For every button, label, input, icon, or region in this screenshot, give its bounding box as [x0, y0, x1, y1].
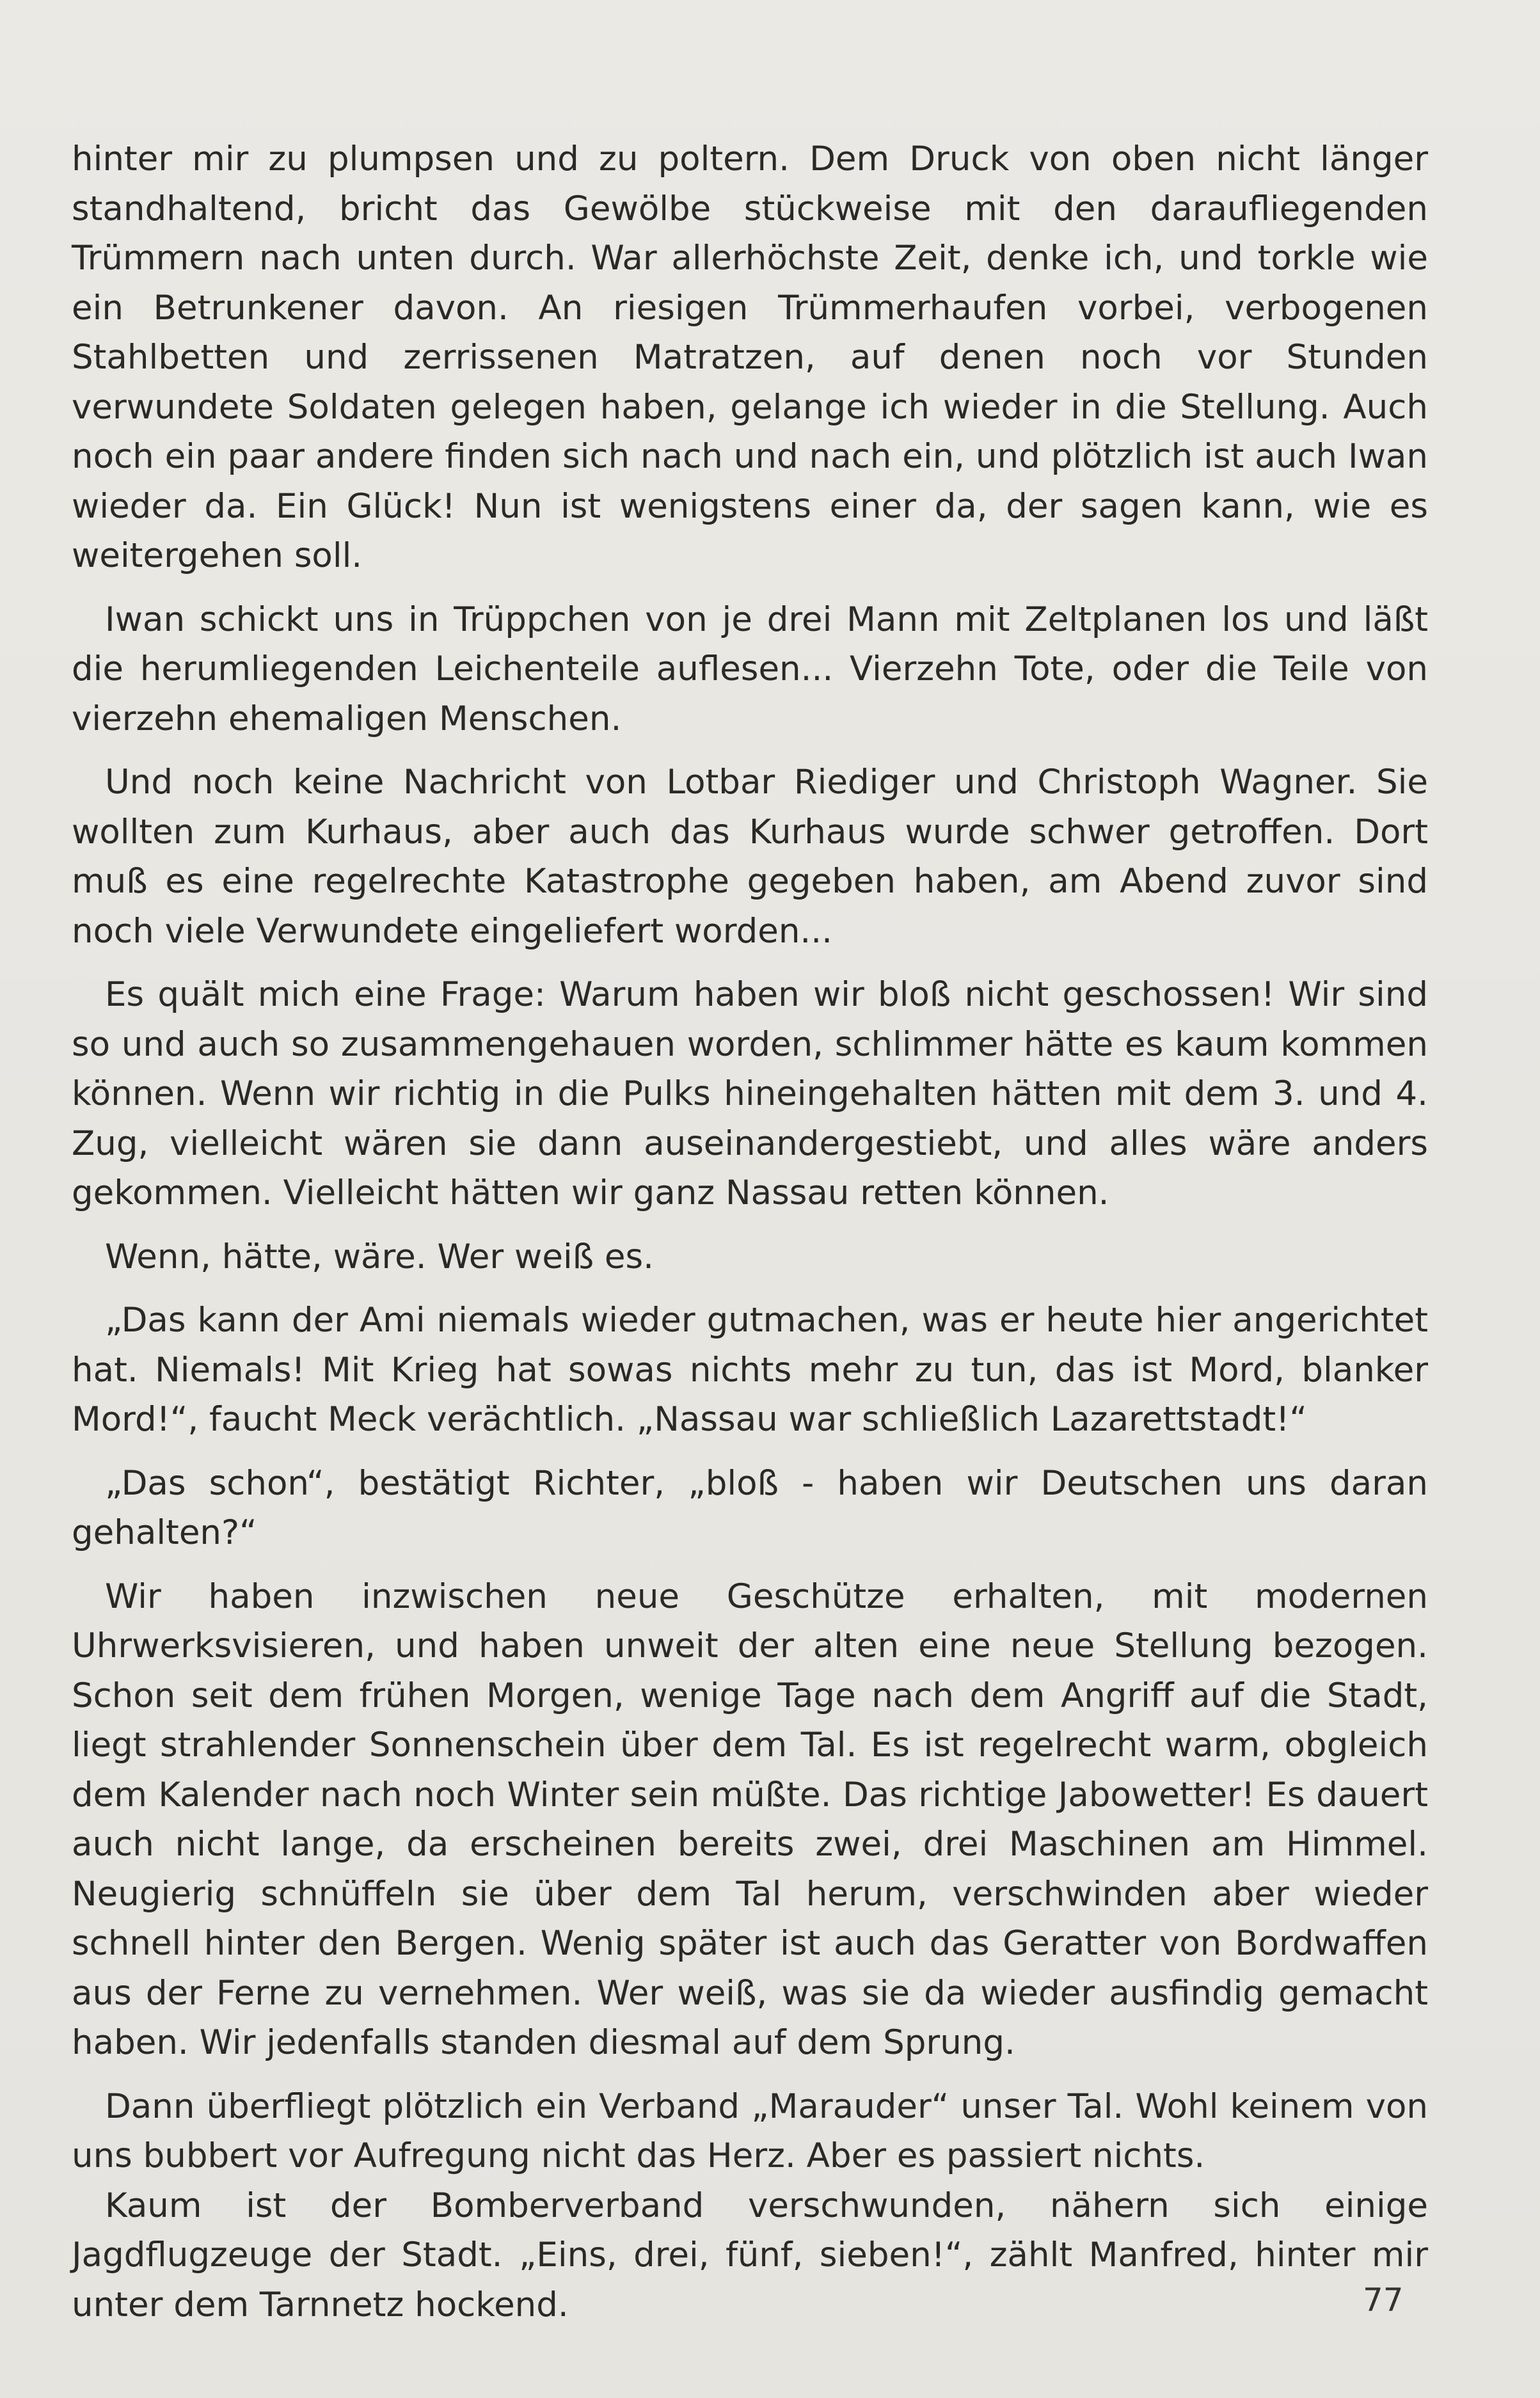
paragraph-2: Iwan schickt uns in Trüppchen von je drei Mann mit Zeltplanen los und läßt die herumliegenden Leichenteile auflesen... Vierzehn Tote, oder die Teile von vierzehn ehemaligen Menschen.: [72, 600, 1428, 738]
paragraph-5: Wenn, hätte, wäre. Wer weiß es.: [105, 1237, 654, 1276]
paragraph-7: „Das schon“, bestätigt Richter, „bloß - haben wir Deutschen uns daran gehalten?“: [72, 1463, 1428, 1552]
body-text: [72, 134, 1428, 2344]
paragraph-6: „Das kann der Ami niemals wieder gutmachen, was er heute hier angerichtet hat. Niemals! Mit Krieg hat sowas nichts mehr zu tun, das ist Mord, blanker Mord!“, faucht Meck verächtlich. „Nassau war schließlich Lazarettstadt!“: [72, 1301, 1428, 1439]
paragraph-3: Und noch keine Nachricht von Lotbar Riediger und Christoph Wagner. Sie wollten zum Kurhaus, aber auch das Kurhaus wurde schwer getroffen. Dort muß es eine regelrechte Katastrophe gegeben haben, am Abend zuvor sind noch viele Verwundete eingeliefert worden...: [72, 763, 1428, 951]
paragraph-1: hinter mir zu plumpsen und zu poltern. Dem Druck von oben nicht länger standhaltend, bricht das Gewölbe stückweise mit den daraufliegenden Trümmern nach unten durch. War allerhöchste Zeit, denke ich, und torkle wie ein Betrunkener davon. An riesigen Trümmerhaufen vorbei, verbogenen Stahlbetten und zerrissenen Matratzen, auf denen noch vor Stunden verwundete Soldaten gelegen haben, gelange ich wieder in die Stellung. Auch noch ein paar andere finden sich nach und nach ein, und plötzlich ist auch Iwan wieder da. Ein Glück! Nun ist wenigstens einer da, der sagen kann, wie es weitergehen soll.: [72, 139, 1428, 575]
page-number: 77: [1363, 2282, 1404, 2319]
paragraph-4: Es quält mich eine Frage: Warum haben wir bloß nicht geschossen! Wir sind so und auch so zusammengehauen worden, schlimmer hätte es kaum kommen können. Wenn wir richtig in die Pulks hineingehalten hätten mit dem 3. und 4. Zug, vielleicht wären sie dann auseinandergestiebt, und alles wäre anders gekommen. Vielleicht hätten wir ganz Nassau retten können.: [72, 975, 1428, 1212]
paragraph-10: Kaum ist der Bomberverband verschwunden, nähern sich einige Jagdflugzeuge der Stadt. „Eins, drei, fünf, sieben!“, zählt Manfred, hinter mir unter dem Tarnnetz hockend.: [72, 2186, 1428, 2324]
paragraph-9: Dann überfliegt plötzlich ein Verband „Marauder“ unser Tal. Wohl keinem von uns bubbert vor Aufregung nicht das Herz. Aber es passiert nichts.: [72, 2086, 1428, 2175]
paragraph-8: Wir haben inzwischen neue Geschütze erhalten, mit modernen Uhrwerksvisieren, und haben unweit der alten eine neue Stellung bezogen. Schon seit dem frühen Morgen, wenige Tage nach dem Angriff auf die Stadt, liegt strahlender Sonnenschein über dem Tal. Es ist regelrecht warm, obgleich dem Kalender nach noch Winter sein müßte. Das richtige Jabowetter! Es dauert auch nicht lange, da erscheinen bereits zwei, drei Maschinen am Himmel. Neugierig schnüffeln sie über dem Tal herum, verschwinden aber wieder schnell hinter den Bergen. Wenig später ist auch das Geratter von Bordwaffen aus der Ferne zu vernehmen. Wer weiß, was sie da wieder ausfindig gemacht haben. Wir jedenfalls standen diesmal auf dem Sprung.: [72, 1576, 1428, 2062]
